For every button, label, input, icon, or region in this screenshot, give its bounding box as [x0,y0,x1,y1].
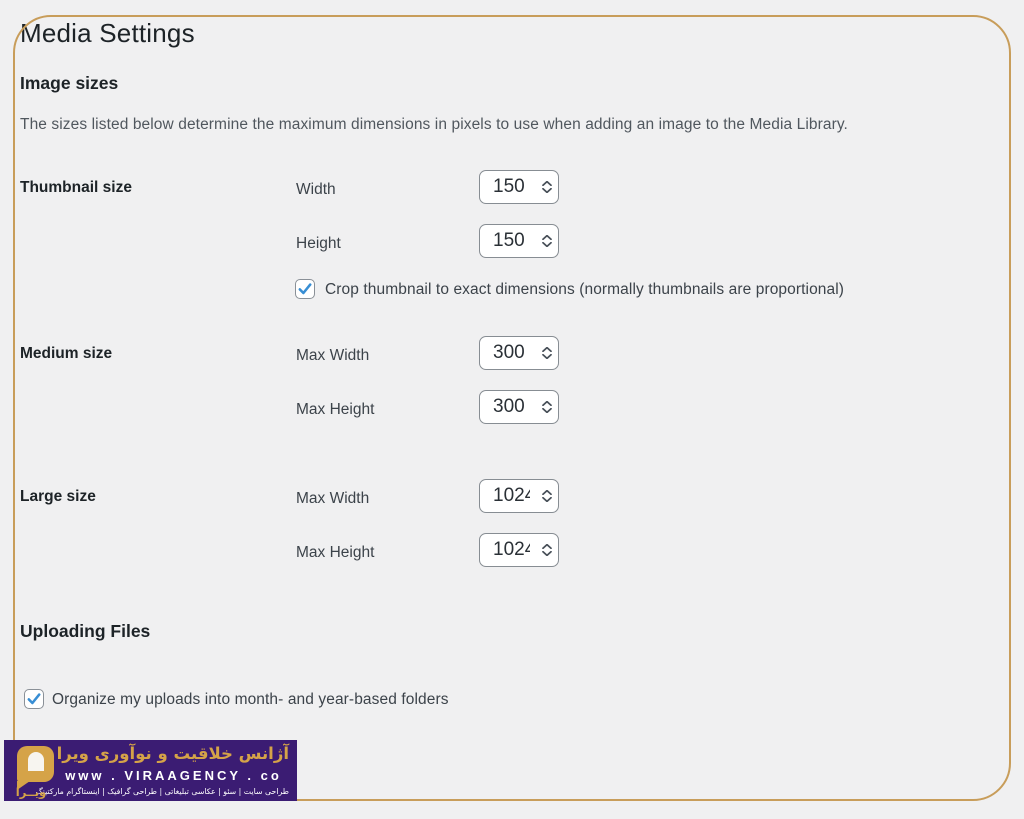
crop-thumbnail-checkbox[interactable] [295,279,315,299]
chevron-up-icon[interactable] [542,401,552,406]
chevron-up-icon[interactable] [542,490,552,495]
chevron-down-icon[interactable] [542,408,552,413]
large-size-label: Large size [20,488,96,505]
medium-max-width-stepper[interactable] [542,347,552,359]
chevron-down-icon[interactable] [542,242,552,247]
thumbnail-width-field [479,170,559,204]
organize-uploads-checkbox[interactable] [24,689,44,709]
chevron-down-icon[interactable] [542,497,552,502]
image-sizes-heading: Image sizes [20,73,119,93]
chevron-down-icon[interactable] [542,188,552,193]
thumbnail-size-label: Thumbnail size [20,179,132,196]
large-max-height-stepper[interactable] [542,544,552,556]
agency-title: آژانس خلاقیت و نوآوری ویرا [56,744,289,763]
large-max-width-stepper[interactable] [542,490,552,502]
medium-max-height-field [479,390,559,424]
organize-uploads-label: Organize my uploads into month- and year-based folders [52,691,449,708]
large-max-height-field [479,533,559,567]
medium-max-width-label: Max Width [296,347,370,364]
checkmark-icon [297,281,313,297]
vira-agency-watermark [4,740,297,801]
large-max-width-field [479,479,559,513]
medium-size-label: Medium size [20,345,113,362]
chevron-up-icon[interactable] [542,544,552,549]
vira-logo-text-block [35,740,297,801]
vira-logo-block [4,740,58,801]
thumbnail-width-label: Width [296,181,336,198]
image-sizes-description: The sizes listed below determine the maximum dimensions in pixels to use when adding an image to the Media Library. [20,116,848,133]
chevron-up-icon[interactable] [542,181,552,186]
checkmark-icon [26,691,42,707]
medium-max-width-field [479,336,559,370]
vira-brand-name: ویــرا [15,785,47,799]
agency-website: www . VIRAAGENCY . co [65,767,282,783]
thumbnail-height-field [479,224,559,258]
uploading-files-heading: Uploading Files [20,621,151,641]
chevron-up-icon[interactable] [542,235,552,240]
thumbnail-width-stepper[interactable] [542,181,552,193]
chevron-up-icon[interactable] [542,347,552,352]
chevron-down-icon[interactable] [542,354,552,359]
large-max-width-label: Max Width [296,490,370,507]
medium-max-height-label: Max Height [296,401,375,418]
crop-thumbnail-label: Crop thumbnail to exact dimensions (normally thumbnails are proportional) [325,281,845,298]
large-max-height-label: Max Height [296,544,375,561]
chevron-down-icon[interactable] [542,551,552,556]
thumbnail-height-label: Height [296,235,341,252]
agency-services: طراحی سایت | سئو | عکاسی تبلیغاتی | طراحی گرافیک | اینستاگرام مارکتینگ [35,787,289,796]
thumbnail-height-stepper[interactable] [542,235,552,247]
medium-max-height-stepper[interactable] [542,401,552,413]
vira-speech-bubble-icon [17,746,54,782]
page-title: Media Settings [20,18,195,48]
